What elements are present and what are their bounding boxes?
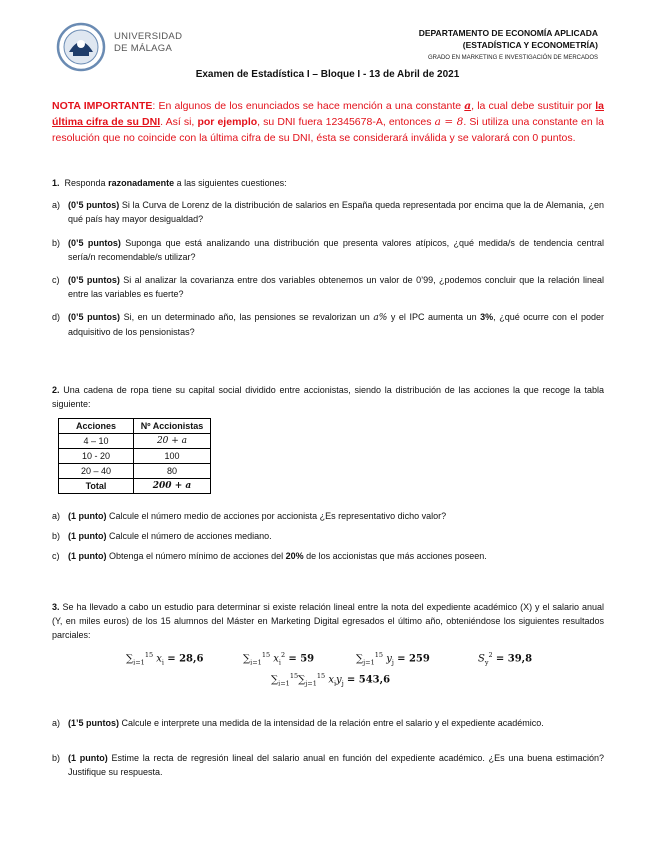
note-heading: NOTA IMPORTANTE — [52, 100, 153, 112]
formula-sum-y: $\sum_{j=1}^{15}$ $y_j = 259$ — [356, 651, 430, 667]
shares-table — [58, 418, 211, 494]
question-2b: b) (1 punto) Calcule el número de acciones mediano. — [52, 531, 272, 541]
question-1a: a) (0’5 puntos) Si la Curva de Lorenz de la distribución de salarios en España queda representada por encima que la de Alemania, ¿en qué país hay mayor desigualdad? — [52, 200, 604, 224]
formula-var-y: $S_y^2 = 39,8$ — [478, 651, 533, 667]
question-2c: c) (1 punto) Obtenga el número mínimo de acciones del 20% de los accionistas que más acciones poseen. — [52, 551, 487, 561]
table-row: 20 – 40 80 — [59, 464, 211, 479]
question-1c: c) (0’5 puntos) Si al analizar la covarianza entre dos variables obtenemos un valor de 0’99, ¿podemos concluir que la relación lineal entre las variables es fuerte? — [52, 275, 604, 299]
formula-sum-xy: $\sum_{i=1}^{15}\sum_{j=1}^{15}$ $x_iy_j = 543,6$ — [271, 672, 391, 688]
question-3b: b) (1 punto) Estime la recta de regresión lineal del salario anual en función del expediente académico. ¿Es una buena estimación? Justifique su respuesta. — [52, 753, 604, 777]
formula-sum-x2: $\sum_{i=1}^{15}$ $x_i^2 = 59$ — [243, 651, 315, 667]
constant-symbol: a — [464, 100, 472, 112]
department-name: DEPARTAMENTO DE ECONOMÍA APLICADA (ESTADÍSTICA Y ECONOMETRÍA) — [418, 28, 598, 50]
question-1-intro: 1. Responda razonadamente a las siguientes cuestiones: — [52, 178, 287, 188]
question-3a: a) (1’5 puntos) Calcule e interprete una medida de la intensidad de la relación entre el salario y el expediente académico. — [52, 718, 544, 728]
university-name: UNIVERSIDAD DE MÁLAGA — [114, 31, 183, 54]
note-equation: a = 8 — [434, 116, 464, 128]
important-note: NOTA IMPORTANTE: En algunos de los enunciados se hace mención a una constante a, la cual debe sustituir por la última cifra de su DNI. Así si, por ejemplo, su DNI fuera 12345678-A, entonces a = 8. Si utiliza una constante en la resolución que no coincide con la última cifra de su DNI, ésta se considerará inválida y se valorará con 0 puntos. — [52, 100, 604, 144]
question-1b: b) (0’5 puntos) Suponga que está analizando una distribución que presenta valores atípicos, ¿qué medida/s de tendencia central sería/n recomendable/s utilizar? — [52, 238, 604, 262]
table-row: 4 – 10 20 + a — [59, 434, 211, 449]
table-row: 10 - 20 100 — [59, 449, 211, 464]
question-3-intro: 3. Se ha llevado a cabo un estudio para determinar si existe relación lineal entre la nota del expediente académico (X) y el salario anual (Y, en miles euros) de los 15 alumnos del Máster en Marketing Digital egresados el último año, obteniéndose los siguientes resultados parciales: — [52, 602, 604, 640]
note-underlined: la última cifra de su DNI — [52, 100, 604, 128]
question-2-intro: 2. Una cadena de ropa tiene su capital social dividido entre accionistas, siendo la distribución de las acciones la que recoge la tabla siguiente: — [52, 385, 604, 409]
exam-title: Examen de Estadística I – Bloque I - 13 de Abril de 2021 — [195, 69, 460, 80]
question-1d: d) (0’5 puntos) Si, en un determinado año, las pensiones se revalorizan un a% y el IPC aumenta un 3%, ¿qué ocurre con el poder adquisitivo de los pensionistas? — [52, 312, 605, 337]
col-header-accionistas: Nº Accionistas — [134, 419, 211, 434]
table-header-row — [59, 419, 211, 434]
question-2a: a) (1 punto) Calcule el número medio de acciones por accionista ¿Es representativo dicho valor? — [52, 511, 447, 521]
formula-sum-x: $\sum_{i=1}^{15}$ $x_i = 28,6$ — [126, 651, 204, 667]
col-header-acciones: Acciones — [59, 419, 134, 434]
degree-name: GRADO EN MARKETING E INVESTIGACIÓN DE MERCADOS — [427, 55, 598, 61]
university-seal-logo — [56, 22, 106, 72]
table-total-row: Total 200 + a — [59, 479, 211, 494]
